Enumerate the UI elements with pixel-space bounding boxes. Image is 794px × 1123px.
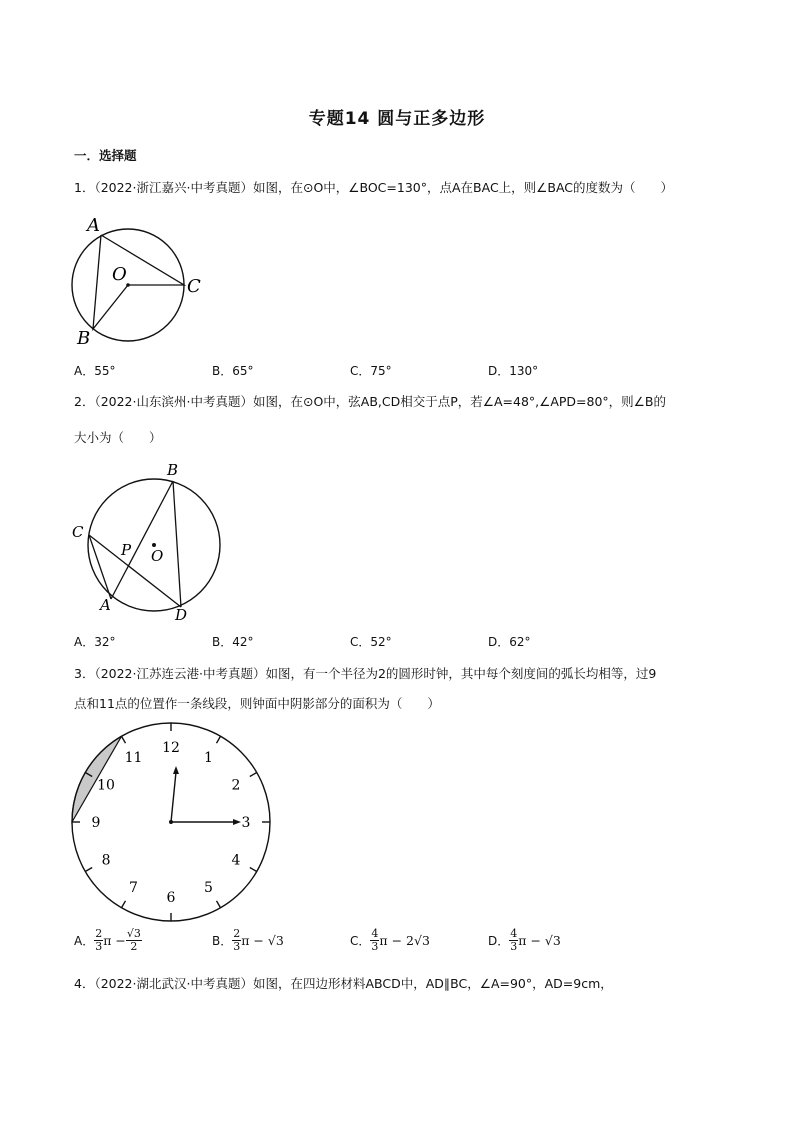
- q2-text: 如图，在⊙O中，弦AB,CD相交于点P，若∠A=48°,∠APD=80°，则∠B的: [252, 394, 666, 409]
- clock-tick: [250, 868, 257, 872]
- clock-number-7: 7: [129, 879, 138, 896]
- q1-option-d: D．130°: [488, 364, 539, 378]
- q3-option-d: D． $\frac{4}{3}$ π − √3: [488, 927, 561, 953]
- page-title: 专题14 圆与正多边形: [308, 109, 486, 129]
- q4-text: 如图，在四边形材料ABCD中，AD∥BC，∠A=90°，AD=9cm，: [252, 976, 613, 991]
- q1-option-b: B．65°: [212, 364, 254, 378]
- q2-figure: [62, 460, 232, 625]
- clock-tick: [217, 901, 221, 908]
- q4-number: 4．: [74, 976, 95, 991]
- q2-label-b: B: [167, 461, 179, 479]
- question-3-line2: 点和11点的位置作一条线段，则钟面中阴影部分的面积为（ ）: [74, 696, 440, 711]
- q4-source: （2022·湖北武汉·中考真题）: [94, 976, 253, 991]
- hour-hand: [171, 772, 176, 822]
- q1-text: 如图，在⊙O中，∠BOC=130°，点A在BAC上，则∠BAC的度数为（ ）: [252, 180, 674, 195]
- q3-option-c: C． $\frac{4}{3}$ π − 2√3: [350, 927, 430, 953]
- clock-tick: [122, 736, 126, 743]
- q1-source: （2022·浙江嘉兴·中考真题）: [94, 180, 253, 195]
- q3-option-a: A． $\frac{2}{3}$ π − $\frac{√3}{2}$: [74, 927, 141, 953]
- hour-hand-tip: [173, 766, 179, 774]
- clock-number-2: 2: [231, 777, 241, 794]
- clock-number-11: 11: [124, 750, 143, 767]
- q2-source: （2022·山东滨州·中考真题）: [94, 394, 253, 409]
- q2-label-d: D: [175, 606, 188, 624]
- q1-option-c: C．75°: [350, 364, 392, 378]
- q2-label-p: P: [121, 541, 132, 559]
- clock-number-10: 10: [97, 777, 115, 794]
- clock-center: [169, 820, 173, 824]
- clock-tick: [122, 901, 126, 908]
- clock-number-6: 6: [166, 890, 176, 906]
- q2-option-d: D．62°: [488, 635, 531, 649]
- q2-number: 2．: [74, 394, 95, 409]
- question-4: [74, 974, 724, 994]
- q1-label-c: C: [187, 276, 201, 297]
- clock-number-4: 4: [231, 852, 241, 869]
- q1-option-a: A．55°: [74, 364, 116, 378]
- clock-tick: [217, 736, 221, 743]
- q2-label-a: A: [100, 596, 111, 614]
- clock-number-3: 3: [241, 815, 251, 831]
- clock-tick: [85, 868, 92, 872]
- clock-number-1: 1: [204, 750, 213, 767]
- clock-tick: [250, 773, 257, 777]
- q1-label-a: A: [87, 215, 100, 236]
- q3-number: 3．: [74, 666, 95, 681]
- q3-option-b: B． $\frac{2}{3}$ π − √3: [212, 927, 284, 953]
- q2-label-o: O: [151, 547, 164, 565]
- question-2: [74, 392, 724, 412]
- q1-number: 1．: [74, 180, 95, 195]
- question-3: [74, 664, 724, 684]
- q2-label-c: C: [72, 523, 84, 541]
- q2-option-a: A．32°: [74, 635, 116, 649]
- clock-number-5: 5: [204, 879, 213, 896]
- clock-number-9: 9: [91, 815, 101, 831]
- question-2-line2: 大小为（ ）: [74, 430, 162, 445]
- clock-number-12: 12: [162, 740, 180, 756]
- clock-number-8: 8: [101, 852, 111, 869]
- q3-clock-figure: [66, 718, 276, 923]
- q1-label-b: B: [77, 328, 91, 349]
- q2-option-c: C．52°: [350, 635, 392, 649]
- q1-label-o: O: [112, 264, 127, 285]
- question-1: [74, 178, 724, 198]
- minute-hand-tip: [233, 819, 241, 825]
- q1-figure: [60, 212, 220, 352]
- q3-source: （2022·江苏连云港·中考真题）: [94, 666, 266, 681]
- q3-text: 如图，有一个半径为2的圆形时钟，其中每个刻度间的弧长均相等，过9: [265, 666, 657, 681]
- q2-option-b: B．42°: [212, 635, 254, 649]
- section-heading: 一．选择题: [74, 148, 137, 163]
- clock-face: [72, 723, 270, 921]
